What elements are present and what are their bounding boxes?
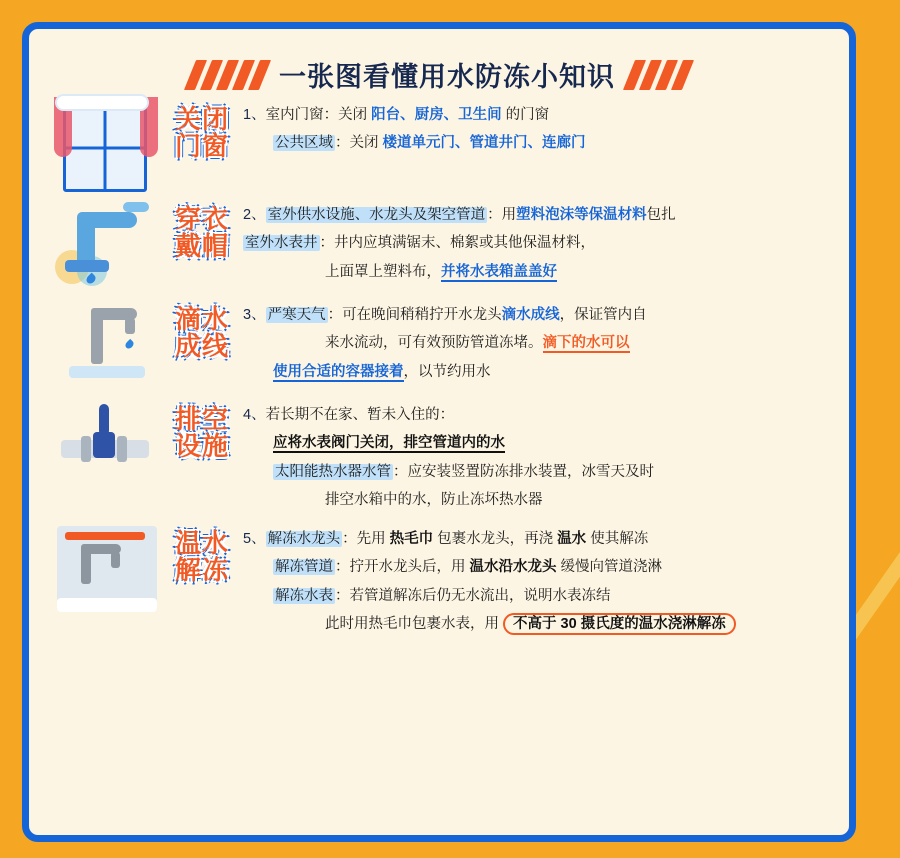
section-text-line bbox=[243, 404, 833, 426]
section-badge bbox=[161, 194, 243, 261]
text-span: 解冻管道 bbox=[275, 559, 333, 576]
text-span: 室内门窗：关闭 bbox=[265, 107, 372, 123]
section-text-line bbox=[243, 204, 833, 226]
text-span: 来水流动，可有效预防管道冻堵。 bbox=[325, 335, 543, 352]
text-span: 室外水表井 bbox=[245, 235, 318, 252]
section-badge-line2: 设施 bbox=[174, 431, 229, 462]
text-span: ：拧开水龙头后，用 bbox=[335, 559, 470, 576]
text-span: 滴下的水可以 bbox=[542, 335, 630, 352]
text-span: 严寒天气 bbox=[267, 307, 326, 323]
text-span: 太阳能热水器水管 bbox=[275, 463, 391, 480]
text-span: ：关闭 bbox=[335, 135, 383, 152]
text-span: ：井内应填满锯末、棉絮或其他保温材料， bbox=[319, 235, 595, 252]
text-span: ，保证管内自 bbox=[559, 307, 647, 323]
text-span: 塑料泡沫等保温材料 bbox=[516, 207, 647, 223]
text-span: 公共区域 bbox=[275, 135, 333, 152]
text-span: ：用 bbox=[487, 207, 517, 223]
section-badge bbox=[161, 94, 243, 161]
text-span: 若长期不在家、暂未入住的： bbox=[265, 407, 455, 423]
section-badge-line2: 成线 bbox=[174, 331, 229, 362]
text-span: 阳台、厨房、卫生间 bbox=[371, 107, 502, 123]
section-number: 2、 bbox=[243, 207, 266, 223]
section-row bbox=[29, 294, 849, 394]
text-span: ：应安装竖置防冻排水装置，冰雪天及时 bbox=[393, 463, 654, 480]
section-badge-line1: 温水 bbox=[174, 527, 229, 558]
section-badge-line1: 穿衣 bbox=[174, 204, 229, 234]
section-number: 1、 bbox=[243, 107, 266, 123]
text-span: ，以节约用水 bbox=[403, 363, 491, 380]
section-badge bbox=[161, 394, 243, 461]
title-stripes-right bbox=[629, 60, 688, 90]
section-row bbox=[29, 518, 849, 642]
text-span: 不高于 30 摄氏度的温水浇淋解冻 bbox=[503, 613, 736, 635]
section-text-line bbox=[243, 361, 833, 383]
section-badge-line1: 排空 bbox=[174, 404, 229, 434]
text-span: 使用合适的容器接着 bbox=[273, 363, 404, 380]
window-icon bbox=[51, 94, 161, 194]
section-body bbox=[243, 518, 833, 642]
text-span: 解冻水表 bbox=[275, 587, 333, 604]
text-span: 排空水箱中的水，防止冻坏热水器 bbox=[325, 492, 543, 509]
text-span: ：先用 bbox=[342, 530, 390, 547]
text-span: 滴水成线 bbox=[501, 307, 560, 323]
poster-title-row bbox=[29, 55, 849, 94]
text-span: ：可在晚间稍稍拧开水龙头 bbox=[327, 307, 502, 323]
section-row bbox=[29, 394, 849, 518]
text-span: 上面罩上塑料布， bbox=[325, 263, 441, 280]
section-text-line bbox=[243, 261, 833, 283]
section-badge-line1: 关闭 bbox=[174, 104, 229, 134]
section-text-line bbox=[243, 585, 833, 607]
text-span: 包扎 bbox=[646, 207, 676, 223]
section-text-line bbox=[243, 304, 833, 326]
text-span: 应将水表阀门关闭，排空管道内的水 bbox=[273, 435, 505, 452]
text-span: 并将水表箱盖盖好 bbox=[441, 263, 557, 280]
section-body bbox=[243, 394, 833, 518]
section-text-line bbox=[243, 461, 833, 483]
text-span: 解冻水龙头 bbox=[267, 530, 341, 547]
section-text-line bbox=[243, 556, 833, 578]
section-badge-line2: 门窗 bbox=[174, 131, 229, 162]
page-title: 一张图看懂用水防冻小知识 bbox=[279, 62, 615, 92]
section-text-line bbox=[243, 332, 833, 354]
section-body bbox=[243, 94, 833, 161]
section-row bbox=[29, 94, 849, 194]
text-span: 包裹水龙头，再浇 bbox=[433, 530, 558, 547]
text-span: ：若管道解冻后仍无水流出，说明水表冻结 bbox=[335, 587, 611, 604]
title-stripes-left bbox=[190, 60, 265, 90]
text-span: 温水 bbox=[557, 530, 587, 547]
section-badge-line2: 戴帽 bbox=[174, 231, 229, 262]
section-number: 4、 bbox=[243, 407, 266, 423]
section-text-line bbox=[243, 613, 833, 635]
text-span: 使其解冻 bbox=[586, 530, 649, 547]
dripping-faucet-icon bbox=[51, 294, 161, 394]
section-badge bbox=[161, 518, 243, 585]
poster-card bbox=[22, 22, 856, 842]
sections-list bbox=[29, 94, 849, 642]
section-text-line bbox=[243, 528, 833, 550]
text-span: 热毛巾 bbox=[389, 530, 434, 547]
section-text-line bbox=[243, 132, 833, 154]
section-number: 3、 bbox=[243, 307, 266, 323]
section-body bbox=[243, 294, 833, 389]
frozen-faucet-icon bbox=[51, 518, 161, 618]
text-span: 温水沿水龙头 bbox=[469, 559, 557, 576]
text-span: 的门窗 bbox=[501, 107, 550, 123]
text-span: 缓慢向管道浇淋 bbox=[556, 559, 663, 576]
valve-icon bbox=[51, 394, 161, 494]
faucet-wrapped-icon bbox=[51, 194, 161, 294]
section-text-line bbox=[243, 232, 833, 254]
section-body bbox=[243, 194, 833, 289]
section-text-line bbox=[243, 432, 833, 454]
section-badge-line1: 滴水 bbox=[174, 304, 229, 334]
text-span: 此时用热毛巾包裹水表，用 bbox=[325, 616, 504, 633]
section-badge bbox=[161, 294, 243, 361]
text-span: 室外供水设施、水龙头及架空管道 bbox=[267, 207, 486, 223]
text-span: 楼道单元门、管道井门、连廊门 bbox=[382, 135, 586, 152]
section-text-line bbox=[243, 104, 833, 126]
section-badge-line2: 解冻 bbox=[174, 555, 229, 586]
section-row bbox=[29, 194, 849, 294]
section-text-line bbox=[243, 489, 833, 511]
section-number: 5、 bbox=[243, 530, 266, 547]
